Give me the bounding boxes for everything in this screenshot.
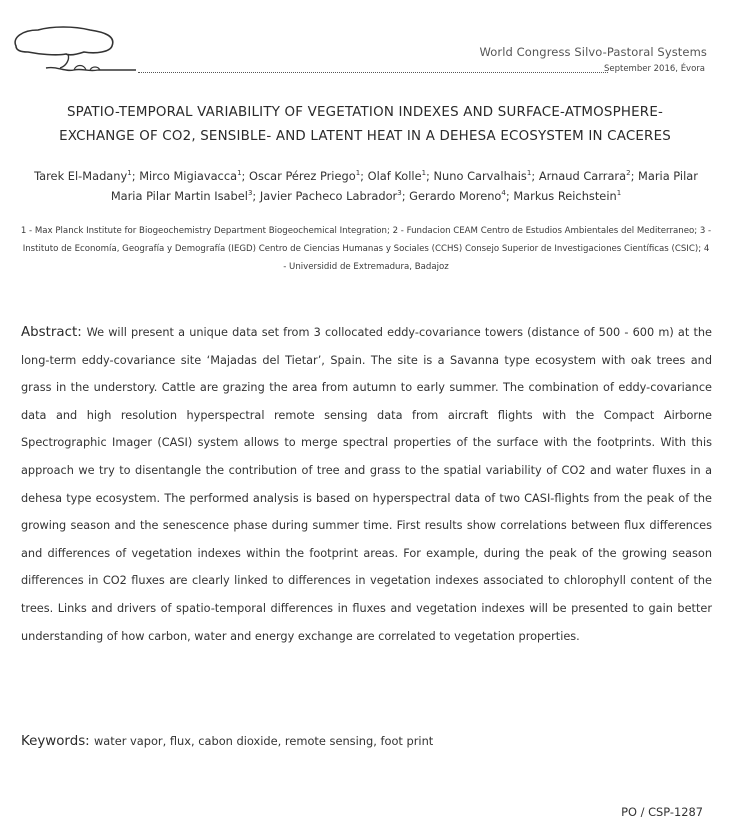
affiliation-marker: 1 [355,169,361,178]
author-name: Tarek El-Madany$^1$ [34,169,132,183]
affiliation-marker: 1 [616,189,622,198]
affiliation-marker: 1 [421,169,427,178]
submission-code: PO / CSP-1287 [621,805,703,819]
author-name: Olaf Kolle$^1$ [367,169,427,183]
conference-name: World Congress Silvo-Pastoral Systems [479,45,707,59]
author-name: Oscar Pérez Priego$^1$ [249,169,361,183]
author-name: Gerardo Moreno$^4$ [409,189,506,203]
affiliation-marker: 2 [626,169,631,178]
author-name: Mirco Migiavacca$^1$ [139,169,242,183]
keywords-section [21,734,712,749]
affiliation-marker: 4 [501,189,506,198]
affiliation-marker: 1 [127,169,132,178]
author-name: Arnaud Carrara$^2$ [538,169,631,183]
affiliations: 1 - Max Planck Institute for Biogeochemistry Department Biogeochemical Integration; 2 - Fundacion CEAM Centro de Estudios Ambientales del Mediterraneo; 3 - Instituto de Economía, Geografía y Demografía (IEGD) Centro de Ciencias Humanas y Sociales (CCHS) Consejo Superior de Investigaciones Científicas (CSIC); 4 - Universidid de Extremadura, Badajoz [20,226,712,272]
keywords-text: water vapor, flux, cabon dioxide, remote sensing, foot print [93,734,434,748]
author-name: Maria Pilar Maria Pilar Martin Isabel$^3$ [110,169,698,203]
abstract-section [21,319,712,650]
title-line-1: SPATIO-TEMPORAL VARIABILITY OF VEGETATION INDEXES AND SURFACE-ATMOSPHERE- [66,105,664,120]
oak-tree-logo-icon [8,24,136,76]
author-list: Tarek El-Madany$^1$; Mirco Migiavacca$^1$; Oscar Pérez Priego$^1$; Olaf Kolle$^1$; Nuno Carvalhais$^1$; Arnaud Carrara$^2$; Maria Pilar Maria Pilar Martin Isabel$^3$; Javier Pacheco Labrador$^3$; Gerardo Moreno$^4$; Markus Reichstein$^1$ [34,169,698,203]
affiliation-marker: 3 [247,189,253,198]
affiliation-marker: 1 [526,169,532,178]
abstract-text: We will present a unique data set from 3 collocated eddy-covariance towers (distance of 500 - 600 m) at the long-term eddy-covariance site ‘Majadas del Tietar’, Spain. The site is a Savanna type ecosystem with oak trees and grass in the understory. Cattle are grazing the area from autumn to early summer. The combination of eddy-covariance data and high resolution hyperspectral remote sensing data from aircraft flights with the Compact Airborne Spectrographic Imager (CASI) system allows to merge spectral properties of the surface with the footprints. With this approach we try to disentangle the contribution of tree and grass to the spatial variability of CO2 and water fluxes in a dehesa type ecosystem. The performed analysis is based on hyperspectral data of two CASI-flights from the peak of the growing season and the senescence phase during summer time. First results show correlations between flux differences and differences of vegetation indexes within the footprint areas. For example, during the peak of the growing season differences in CO2 fluxes are clearly linked to differences in vegetation indexes associated to chlorophyll content of the trees. Links and drivers of spatio-temporal differences in fluxes and vegetation indexes will be presented to gain better understanding of how carbon, water and energy exchange are correlated to vegetation properties. [21,326,712,643]
conference-date: September 2016, Évora [603,64,705,74]
affiliation-marker: 3 [397,189,402,198]
keywords-label: Keywords: [21,734,94,749]
abstract-label: Abstract: [21,325,87,340]
header-divider [138,72,608,73]
author-name: Javier Pacheco Labrador$^3$ [259,189,402,203]
paper-title [40,101,690,149]
author-name: Nuno Carvalhais$^1$ [433,169,532,183]
title-line-2: EXCHANGE OF CO2, SENSIBLE- AND LATENT HEAT IN A DEHESA ECOSYSTEM IN CACERES [59,129,671,144]
author-name: Markus Reichstein$^1$ [513,189,622,203]
affiliation-marker: 1 [237,169,242,178]
